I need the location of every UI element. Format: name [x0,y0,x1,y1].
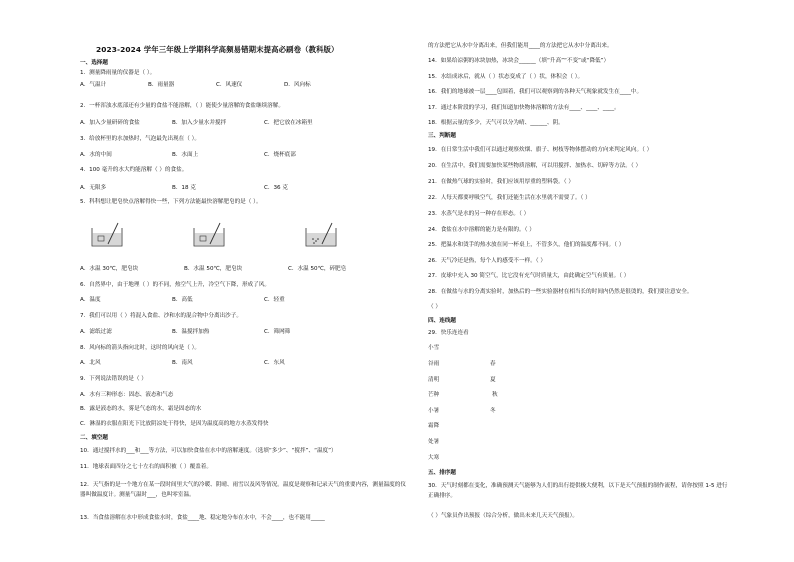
option: B．水面上 [172,152,199,158]
option: D．风向标 [284,82,311,88]
question-27: 27．皮球中充入 30 简空气，比它没有充气时质量大，由此确定空气有质量。（ ） [428,273,630,279]
beaker-icon [190,222,230,248]
question-21: 21．在做热气球的实验时，我们应该用厚重的塑料袋。（ ） [428,179,574,185]
question-13: 13．当食盐溶解在水中形成食盐水时，食盐____地、稳定地分布在水中，不会____，也不能用_____ [80,515,325,521]
question-28: 28．在做盐与水的分离实验时，加热后的一些实验器材在相当长的时间内仍然是很烫的，我们要注意安全。 [428,289,693,295]
question-7: 7．我们可以用（ ）将混入食盐、沙和水的混合物中分离出沙子。 [80,313,242,319]
question-4-options [80,186,288,192]
question-22: 22．人每天都要呼吸空气，我们还能生活在水里就不需要了。（ ） [428,195,591,201]
question-11: 11．地球表面四分之七十左右的面积被（ ）覆盖着。 [80,464,212,470]
option: C．把它放在冰箱里 [264,120,313,126]
option: A．滤纸过滤 [80,329,112,335]
question-4: 4．100 毫升的水大约能溶解（ ）的食盐。 [80,167,188,173]
match-right-item: 夏 [490,377,496,383]
option: C．东风 [264,360,285,366]
option: A．温度 [80,297,101,303]
match-left-item: 处暑 [428,439,440,445]
question-8: 8．风向标的箭头指向北时，这时的风向是（ ）。 [80,345,201,351]
question-2-options [80,121,313,127]
beaker-icon [302,222,342,248]
question-5: 5．科科想让肥皂快点溶解得快一些，下列方法能最快溶解肥皂的是（ ）。 [80,199,262,205]
section-judge-heading: 三、判断题 [428,133,456,139]
match-left-item: 小暑 [428,408,440,414]
option: B．南风 [172,360,193,366]
question-5-options [80,267,346,273]
question-25: 25．把温水和烫手的热水放在同一杯桌上，不管多久，他们的温度都不同。（ ） [428,242,625,248]
beaker-illustration-c [302,222,342,248]
question-3: 3．给放杯里的水加热时，气泡最先出现在（ ）。 [80,136,201,142]
option: B．温搅拌加热 [172,329,210,335]
question-12: 12．天气指的是一个地方在某一段时间里大气的冷暖、阴晴、雨雪以及风等情况。温度是观察和记录天气的重要内容，测量温度的仪器叫做温度计。测量气温时___，也叫零室温。 [80,482,406,498]
question-30-item: （ ）气象员作出预报（综合分析，做出未来几天天气预报）。 [428,513,579,519]
option: A．北风 [80,360,101,366]
beaker-icon [88,222,128,248]
question-2: 2．一杯浑浊水底部还有少量的食盐不能溶解，（ ）能使少量溶解的食盐继续溶解。 [80,103,284,109]
match-right-item: 春 [490,361,496,367]
exam-title: 2023-2024 学年三年级上学期科学高频易错期末提高必刷卷（教科版） [96,45,339,54]
option: C．筛网筛 [264,329,291,335]
match-left-item: 小雪 [428,345,440,351]
option: B．雨量器 [148,82,175,88]
option: C．烧杯底部 [264,152,296,158]
question-28-blank: （ ） [428,304,441,310]
section-fill-heading: 二、填空题 [80,435,108,441]
beaker-illustration-b [190,222,230,248]
question-14: 14．如果给凉粥的冰块加热，冰块会______（填“升高”“不变”或“降低”） [428,58,610,64]
question-18: 18．根据云量的多少，天气可以分为晴、______、阴。 [428,120,564,126]
question-15: 15．水结成冰后，就从（ ）状态变成了（ ）状，体积会（ ）。 [428,74,584,80]
option: A．加入少量研碎的食盐 [80,120,140,126]
option: C．轻重 [264,297,285,303]
question-17: 17．通过本阶段的学习，我们知道加快物体溶解的方法有____、____、____。 [428,105,620,111]
option: B．水温 50℃，肥皂块 [184,266,243,272]
match-right-item: 秋 [492,392,498,398]
question-9-option-a: A．水有三种形态：固态、液态和气态 [80,392,174,398]
question-16: 16．我们的地球被一层____包围着，我们可以观察到的各种天气现象就发生在____中。 [428,89,643,95]
question-30: 30．天气时刻都在变化，准确预测天气能够为人们的出行提供极大便利，以下是天气预报的制作流程，请你按照 1-5 进行正确排序。 [428,483,728,499]
question-20: 20．在生活中，我们需要加快某些物质溶解，可以用搅拌、加热水、切碎等方法。（ ） [428,163,642,169]
section-sort-heading: 五、排序题 [428,470,456,476]
question-9-option-b: B．露是液态的水，雾是气态的水，霜是固态的水 [80,406,202,412]
question-10: 10．通过搅拌水的___和___等方法，可以加快食盐在水中的溶解速度。（选填“多少”、“搅拌”、“温度”） [80,448,337,454]
option: C．水温 50℃，碎肥皂 [288,266,347,272]
question-23: 23．水蒸气是水的另一种存在形态。（ ） [428,211,530,217]
question-7-options [80,330,290,336]
question-1: 1．测量降雨量的仪器是（ ）。 [80,70,156,76]
option: C．36 克 [264,185,288,191]
match-right-item: 冬 [490,408,496,414]
question-19: 19．在日常生活中我们可以通过观察炊烟、旗子、树枝等物体摆动的方向来判定风向。（ ） [428,147,653,153]
option: C．风速仪 [216,82,243,88]
option: A．水的中间 [80,152,112,158]
match-left-item: 霜降 [428,423,440,429]
beaker-illustration-a [88,222,128,248]
question-13-continued: 的方法把它从水中分离出来，但我们能用____的方法把它从水中分离出来。 [428,43,613,49]
section-choice-heading: 一、选择题 [80,60,108,66]
question-6: 6．自然界中，由于地理（ ）的不同，热空气上升，冷空气下降，形成了风。 [80,282,270,288]
match-left-item: 芒种 [428,392,440,398]
option: B．18 克 [172,185,196,191]
option: B．高低 [172,297,193,303]
question-9: 9．下列说法错误的是（ ） [80,376,147,382]
question-24: 24．食盐在水中溶解的能力是有限的。（ ） [428,227,535,233]
option: B．加入少量水并搅拌 [172,120,227,126]
question-9-option-c: C．淋湿的衣服在阳光下比放阴凉处干得快，是因为温度高的地方水蒸发得快 [80,421,269,427]
match-left-item: 谷雨 [428,361,440,367]
match-left-item: 清明 [428,377,440,383]
question-6-options [80,298,285,304]
question-26: 26．天气冷还是热，每个人的感受不一样。（ ） [428,258,546,264]
match-left-item: 大寒 [428,455,440,461]
question-3-options [80,153,296,159]
option: A．气温计 [80,82,107,88]
question-1-options [80,83,311,89]
section-matching-heading: 四、连线题 [428,318,456,324]
option: A．无限多 [80,185,107,191]
option: A．水温 30℃，肥皂块 [80,266,139,272]
question-8-options [80,361,285,367]
question-29: 29．快乐连连看 [428,330,469,336]
